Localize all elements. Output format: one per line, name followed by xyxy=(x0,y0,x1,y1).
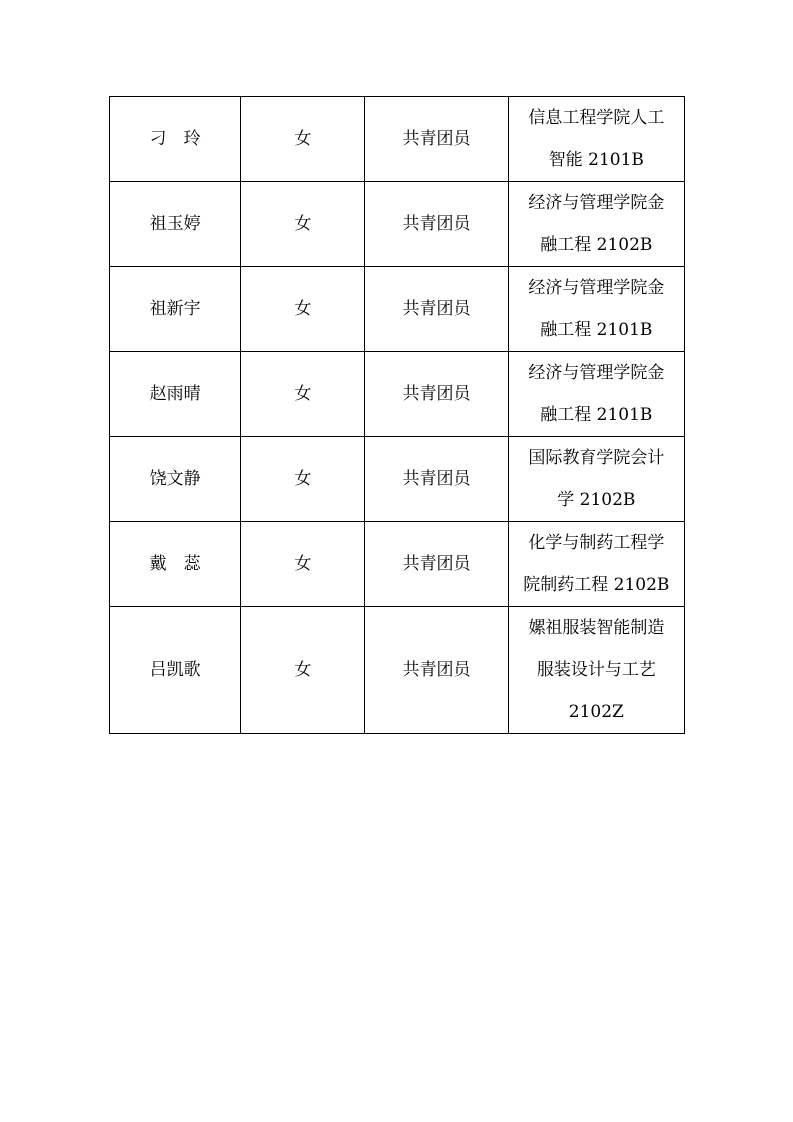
class-cell xyxy=(508,607,684,734)
gender-cell: 女 xyxy=(241,267,365,352)
name-cell xyxy=(110,97,241,182)
table-row xyxy=(110,437,685,522)
class-line: 融工程 2101B xyxy=(540,405,653,425)
name-cell xyxy=(110,182,241,267)
member-roster-table xyxy=(109,96,685,734)
name-cell xyxy=(110,267,241,352)
class-cell xyxy=(508,352,684,437)
class-line: 经济与管理学院金 xyxy=(528,278,665,298)
class-line: 学 2102B xyxy=(557,490,636,510)
political-status-cell: 共青团员 xyxy=(365,607,508,734)
gender-cell: 女 xyxy=(241,607,365,734)
name-cell xyxy=(110,437,241,522)
class-line: 2102Z xyxy=(568,702,624,722)
name-cell xyxy=(110,522,241,607)
class-line: 信息工程学院人工 xyxy=(528,108,665,128)
gender-cell: 女 xyxy=(241,437,365,522)
class-line: 服装设计与工艺 xyxy=(536,660,656,680)
table-row xyxy=(110,522,685,607)
class-cell xyxy=(508,182,684,267)
member-name: 赵雨晴 xyxy=(149,384,201,404)
gender-cell: 女 xyxy=(241,182,365,267)
class-cell xyxy=(508,522,684,607)
gender-cell: 女 xyxy=(241,352,365,437)
table-row xyxy=(110,607,685,734)
gender-cell: 女 xyxy=(241,522,365,607)
class-line: 化学与制药工程学 xyxy=(528,533,665,553)
class-line: 智能 2101B xyxy=(548,150,644,170)
table-row xyxy=(110,352,685,437)
table-row xyxy=(110,182,685,267)
member-name: 吕凯歌 xyxy=(149,660,201,680)
member-name: 祖新宇 xyxy=(149,299,201,319)
member-name: 刁 玲 xyxy=(149,129,201,149)
class-line: 融工程 2102B xyxy=(540,235,653,255)
class-line: 经济与管理学院金 xyxy=(528,193,665,213)
class-line: 经济与管理学院金 xyxy=(528,363,665,383)
name-cell xyxy=(110,352,241,437)
class-cell xyxy=(508,267,684,352)
member-name: 戴 蕊 xyxy=(149,554,201,574)
political-status-cell: 共青团员 xyxy=(365,352,508,437)
table-row xyxy=(110,267,685,352)
gender-cell: 女 xyxy=(241,97,365,182)
political-status-cell: 共青团员 xyxy=(365,437,508,522)
member-name: 饶文静 xyxy=(149,469,201,489)
class-cell xyxy=(508,97,684,182)
political-status-cell: 共青团员 xyxy=(365,182,508,267)
class-cell xyxy=(508,437,684,522)
class-line: 嫘祖服装智能制造 xyxy=(528,618,665,638)
class-line: 融工程 2101B xyxy=(540,320,653,340)
name-cell xyxy=(110,607,241,734)
political-status-cell: 共青团员 xyxy=(365,267,508,352)
political-status-cell: 共青团员 xyxy=(365,522,508,607)
table-row xyxy=(110,97,685,182)
political-status-cell: 共青团员 xyxy=(365,97,508,182)
class-line: 国际教育学院会计 xyxy=(528,448,665,468)
member-name: 祖玉婷 xyxy=(149,214,201,234)
class-line: 院制药工程 2102B xyxy=(523,575,670,595)
